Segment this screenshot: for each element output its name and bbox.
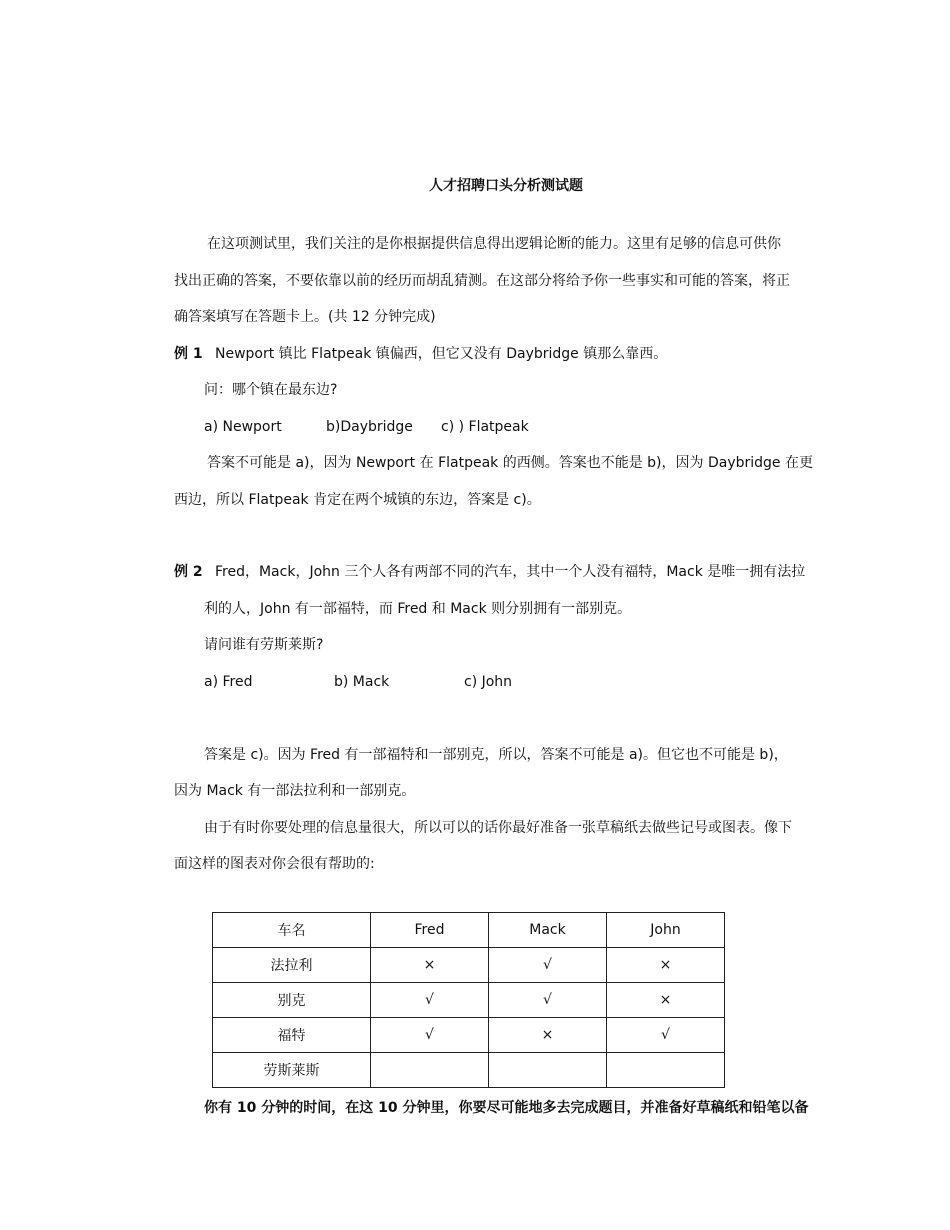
table-cell: ×	[371, 948, 489, 983]
intro-line-2: 找出正确的答案，不要依靠以前的经历而胡乱猜测。在这部分将给予你一些事实和可能的答案，将正	[174, 273, 790, 289]
table-row	[213, 1018, 725, 1053]
example-1-question: 问：哪个镇在最东边?	[204, 382, 338, 398]
table-header-cell: 车名	[213, 913, 371, 948]
example-2-option-b: b) Mack	[334, 674, 390, 690]
table-cell: 劳斯莱斯	[213, 1053, 371, 1088]
example-1-answer-line-2: 西边，所以 Flatpeak 肯定在两个城镇的东边，答案是 c)。	[174, 492, 541, 508]
table-cell	[607, 1053, 725, 1088]
page-title: 人才招聘口头分析测试题	[429, 178, 583, 194]
advice-line-2: 面这样的图表对你会很有帮助的:	[174, 856, 375, 872]
example-1-text: Newport 镇比 Flatpeak 镇偏西，但它又没有 Daybridge 镇那么靠西。	[215, 346, 668, 362]
reasoning-grid-table	[212, 912, 725, 1088]
table-header-cell: Mack	[489, 913, 607, 948]
table-cell	[371, 1053, 489, 1088]
example-2-option-c: c) John	[464, 674, 513, 690]
table-header-cell: John	[607, 913, 725, 948]
example-2-question: 请问谁有劳斯莱斯?	[204, 637, 324, 653]
example-1-answer-line-1: 答案不可能是 a)，因为 Newport 在 Flatpeak 的西侧。答案也不能是 b)，因为 Daybridge 在更	[207, 455, 813, 471]
example-1-option-c: c) ) Flatpeak	[441, 419, 529, 435]
example-2-label: 例 2	[174, 564, 203, 580]
example-1-option-a: a) Newport	[204, 419, 282, 435]
table-cell: √	[607, 1018, 725, 1053]
table-cell: 别克	[213, 983, 371, 1018]
table-cell	[489, 1053, 607, 1088]
closing-instruction: 你有 10 分钟的时间，在这 10 分钟里，你要尽可能地多去完成题目，并准备好草稿纸和铅笔以备	[204, 1100, 809, 1116]
table-cell: ×	[607, 948, 725, 983]
advice-line-1: 由于有时你要处理的信息量很大，所以可以的话你最好准备一张草稿纸去做些记号或图表。像下	[204, 820, 792, 836]
table-row	[213, 948, 725, 983]
example-1-option-b: b)Daybridge	[326, 419, 413, 435]
example-2-answer-line-1: 答案是 c)。因为 Fred 有一部福特和一部别克，所以，答案不可能是 a)。但它也不可能是 b)，	[204, 747, 788, 763]
intro-line-1: 在这项测试里，我们关注的是你根据提供信息得出逻辑论断的能力。这里有足够的信息可供你	[207, 236, 781, 252]
example-2-text-line-2: 利的人，John 有一部福特，而 Fred 和 Mack 则分别拥有一部别克。	[204, 601, 632, 617]
example-1-label: 例 1	[174, 346, 203, 362]
table-cell: √	[489, 983, 607, 1018]
table-cell: 福特	[213, 1018, 371, 1053]
table-cell: ×	[489, 1018, 607, 1053]
table-row	[213, 1053, 725, 1088]
table-cell: √	[371, 983, 489, 1018]
table-cell: 法拉利	[213, 948, 371, 983]
table-row	[213, 983, 725, 1018]
table-cell: √	[489, 948, 607, 983]
example-2-option-a: a) Fred	[204, 674, 253, 690]
example-2-text-line-1: Fred，Mack，John 三个人各有两部不同的汽车，其中一个人没有福特，Mack 是唯一拥有法拉	[215, 564, 806, 580]
table-cell: ×	[607, 983, 725, 1018]
table-header-cell: Fred	[371, 913, 489, 948]
intro-line-3: 确答案填写在答题卡上。(共 12 分钟完成)	[174, 309, 436, 325]
table-cell: √	[371, 1018, 489, 1053]
example-2-answer-line-2: 因为 Mack 有一部法拉利和一部别克。	[174, 783, 416, 799]
table-header-row	[213, 913, 725, 948]
